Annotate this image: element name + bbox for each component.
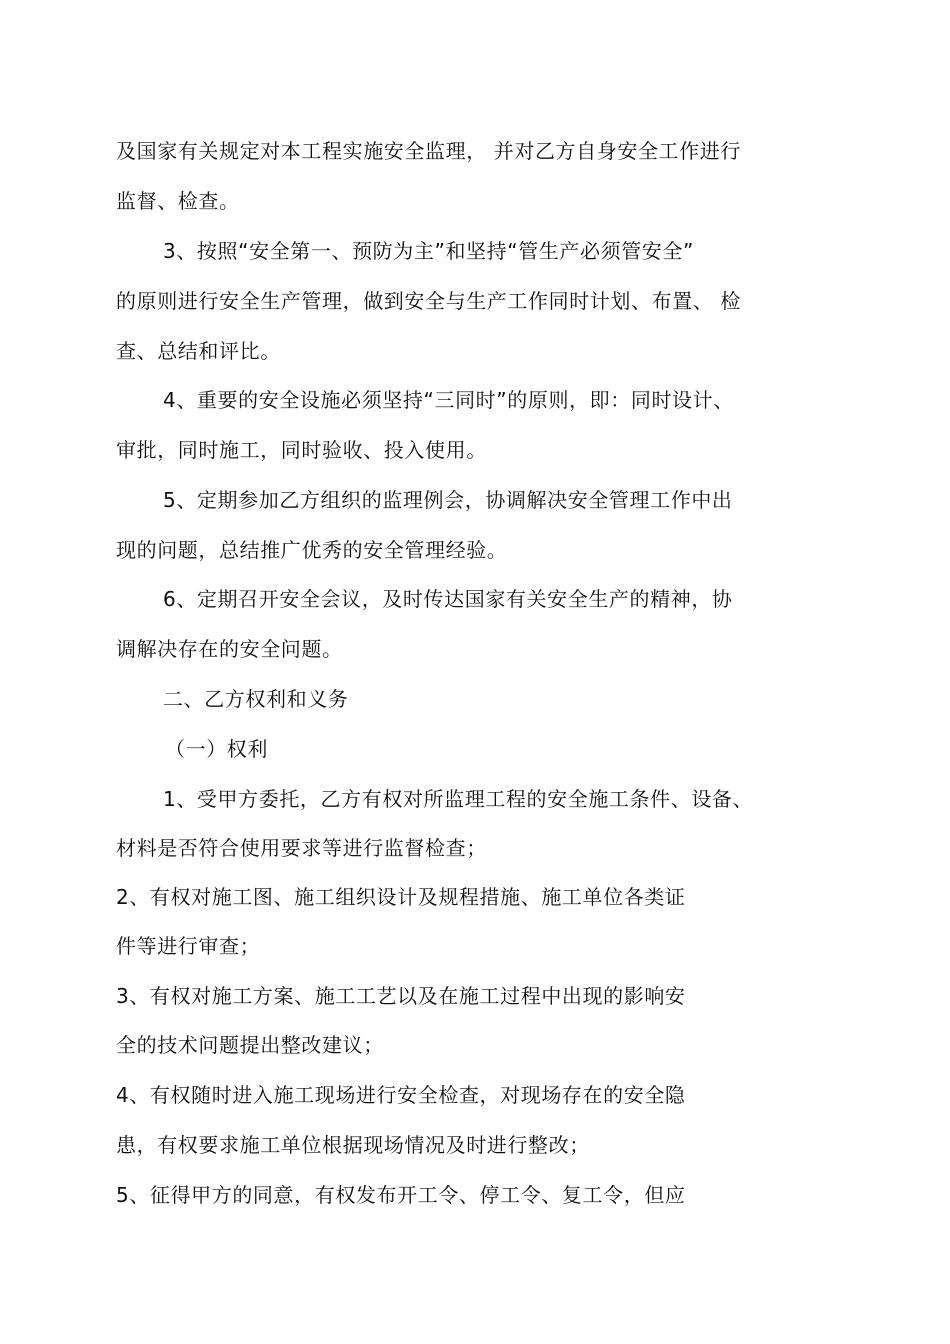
paragraph-line: 及国家有关规定对本工程实施安全监理， 并对乙方自身安全工作进行 — [116, 139, 741, 163]
rights-item-4-line: 4、有权随时进入施工现场进行安全检查，对现场存在的安全隐 — [116, 1083, 686, 1107]
clause-5-line: 5、定期参加乙方组织的监理例会，协调解决安全管理工作中出 — [163, 488, 733, 512]
section-heading: 二、乙方权利和义务 — [163, 687, 349, 711]
paragraph-line: 全的技术问题提出整改建议； — [116, 1033, 384, 1057]
rights-item-5-line: 5、征得甲方的同意，有权发布开工令、停工令、复工令，但应 — [116, 1183, 686, 1207]
paragraph-line: 监督、检查。 — [116, 189, 240, 213]
subsection-heading: （一）权利 — [165, 737, 268, 761]
rights-item-3-line: 3、有权对施工方案、施工工艺以及在施工过程中出现的影响安 — [116, 984, 686, 1008]
clause-6-line: 6、定期召开安全会议，及时传达国家有关安全生产的精神，协 — [163, 587, 733, 611]
paragraph-line: 的原则进行安全生产管理，做到安全与生产工作同时计划、布置、 检 — [116, 289, 741, 313]
rights-item-2-line: 2、有权对施工图、施工组织设计及规程措施、施工单位各类证 — [116, 885, 686, 909]
paragraph-line: 调解决存在的安全问题。 — [116, 637, 343, 661]
paragraph-line: 现的问题，总结推广优秀的安全管理经验。 — [116, 538, 508, 562]
rights-item-1-line: 1、受甲方委托，乙方有权对所监理工程的安全施工条件、设备、 — [163, 787, 754, 811]
paragraph-line: 查、总结和评比。 — [116, 339, 281, 363]
clause-3-line: 3、按照“安全第一、预防为主”和坚持“管生产必须管安全” — [163, 239, 694, 263]
paragraph-line: 审批，同时施工，同时验收、投入使用。 — [116, 438, 487, 462]
clause-4-line: 4、重要的安全设施必须坚持“三同时”的原则，即：同时设计、 — [163, 388, 734, 412]
paragraph-line: 件等进行审查； — [116, 934, 261, 958]
paragraph-line: 患，有权要求施工单位根据现场情况及时进行整改； — [116, 1133, 590, 1157]
paragraph-line: 材料是否符合使用要求等进行监督检查； — [116, 836, 487, 860]
